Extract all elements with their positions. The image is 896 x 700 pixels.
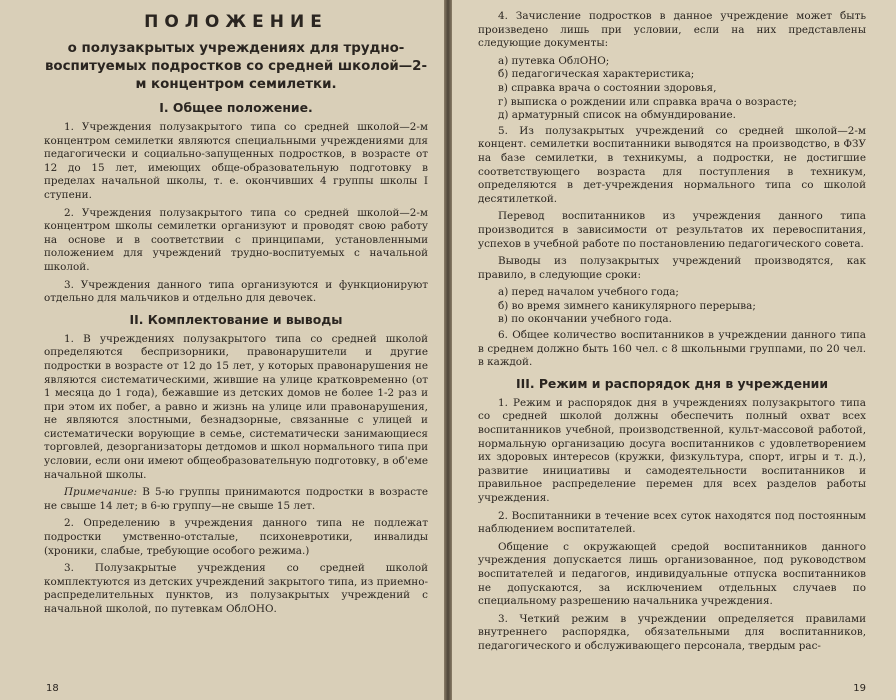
section-2-paragraph: 1. В учреждениях полузакрытого типа со средней школой определяются беспризорники, правонарушители и другие подростки в возрасте от 12 до 15 лет, у которых правонарушения не являются систематическими, жившие на улице кратковременно (от 1 месяца до 1 года), бежавшие из детских домов не более 1-2 раз и при этом их побег, а равно и жизнь на улице или правонарушения, не являются злостными, безнадзорные, связанные с улицей и систематически ворующие в семье, систематически занимающиеся торговлей, дезорганизаторы детдомов и школ нормального типа при условии, если они имеют общеобразовательную подготовку, в об'еме начальной школы.	[44, 332, 428, 481]
page-number-right: 19	[853, 683, 866, 694]
left-page	[0, 0, 444, 700]
list-item: д) арматурный список на обмундирование.	[498, 109, 736, 122]
note-paragraph	[44, 486, 428, 513]
document-subtitle: о полузакрытых учреждениях для трудно-воспитуемых подростков со средней школой—2-м концентром семилетки.	[44, 41, 428, 92]
section-3-paragraph: 2. Воспитанники в течение всех суток находятся под постоянным наблюдением воспитателей.	[478, 509, 866, 536]
list-item: б) во время зимнего каникулярного перерыва;	[498, 299, 756, 312]
list-item: а) путевка ОблОНО;	[498, 54, 610, 67]
para-exits-intro: Выводы из полузакрытых учреждений производятся, как правило, в следующие сроки:	[478, 255, 866, 281]
list-item: б) педагогическая характеристика;	[498, 68, 695, 81]
right-page	[452, 0, 896, 700]
section-1-paragraph: 2. Учреждения полузакрытого типа со средней школой—2-м концентром школы семилетки организуют и проводят свою работу на основе и в соответствии с принципами, установленными положением для учреждений трудно-воспитуемых с начальной школой.	[44, 206, 428, 273]
documents-list	[478, 55, 866, 123]
para-transfer: Перевод воспитанников из учреждения данного типа производится в зависимости от результатов их перевоспитания, успехов в учебной работе по постановлению педагогического совета.	[478, 210, 866, 250]
list-item: г) выписка о рождении или справка врача о возрасте;	[498, 95, 797, 108]
para-6: 6. Общее количество воспитанников в учреждении данного типа в среднем должно быть 160 чел. с 8 школьными группами, по 20 чел. в каждой.	[478, 329, 866, 369]
section-2-heading: II. Комплектование и выводы	[129, 311, 343, 327]
section-1-paragraph: 1. Учреждения полузакрытого типа со средней школой—2-м концентром семилетки являются специальными учреждениями для педагогически и социально-запущенных подростков, в возрасте от 12 до 15 лет, имеющих обще-образовательную подготовку в пределах начальной школы, т. е. окончивших 4 группы школы I ступени.	[44, 121, 428, 201]
section-3-heading: III. Режим и распорядок дня в учреждении	[515, 375, 829, 391]
note-label: Примечание:	[64, 486, 138, 499]
list-item: а) перед началом учебного года;	[498, 286, 679, 299]
list-item: в) справка врача о состоянии здоровья,	[498, 81, 717, 94]
ink-stamp-mark	[416, 292, 434, 382]
document-title: ПОЛОЖЕНИЕ	[144, 12, 328, 32]
section-3-paragraph: 1. Режим и распорядок дня в учреждениях полузакрытого типа со средней школой должны обеспечить полный охват всех воспитанников учебной, производственной, культ-массовой работой, нормальную организацию досуга воспитанников с удовлетворением их здоровых интересов (кружки, физкультура, спорт, игры и т. д.), развитие инициативы и самодеятельности воспитанников и правильное распределение перемен для всех разделов работы учреждения.	[478, 396, 866, 504]
page-number-left: 18	[46, 683, 59, 694]
section-1-heading: I. Общее положение.	[159, 100, 313, 115]
section-2-paragraph: 3. Полузакрытые учреждения со средней школой комплектуются из детских учреждений закрытого типа, из приемно-распределительных пунктов, из полузакрытых учреждений с начальной школой, по путевкам ОблОНО.	[44, 562, 428, 615]
para-5: 5. Из полузакрытых учреждений со средней школой—2-м концент. семилетки воспитанники выводятся на производство, в ФЗУ на базе семилетки, в техникумы, а подростки, не достигшие соответствующего возраста для поступления в техникум, определяются в дет-учреждения нормального типа со школой десятилеткой.	[478, 124, 866, 205]
section-3-paragraph: 3. Четкий режим в учреждении определяется правилами внутреннего распорядка, обязательными для воспитанников, педагогического и обслуживающего персонала, твердым рас-	[478, 612, 866, 652]
exit-terms-list	[478, 286, 866, 327]
section-3-paragraph: Общение с окружающей средой воспитанников данного учреждения допускается лишь организованное, под руководством воспитателей и педагогов, индивидуальные отпуска воспитанников не допускаются, за исключением отдельных случаев по специальному разрешению начальника учреждения.	[478, 540, 866, 608]
list-item: в) по окончании учебного года.	[498, 313, 672, 326]
section-1-paragraph: 3. Учреждения данного типа организуются и функционируют отдельно для мальчиков и отдельно для девочек.	[44, 278, 428, 305]
note-text: В 5-ю группы принимаются подростки в возрасте не свыше 14 лет; в 6-ю группу—не свыше 15 лет.	[44, 486, 428, 512]
section-2-paragraph: 2. Определению в учреждения данного типа не подлежат подростки умственно-отсталые, психоневротики, инвалиды (хроники, слабые, требующие особого режима.)	[44, 517, 428, 557]
para-4-intro: 4. Зачисление подростков в данное учреждение может быть произведено лишь при условии, если на них представлены следующие документы:	[478, 10, 866, 50]
book-gutter	[444, 0, 452, 700]
